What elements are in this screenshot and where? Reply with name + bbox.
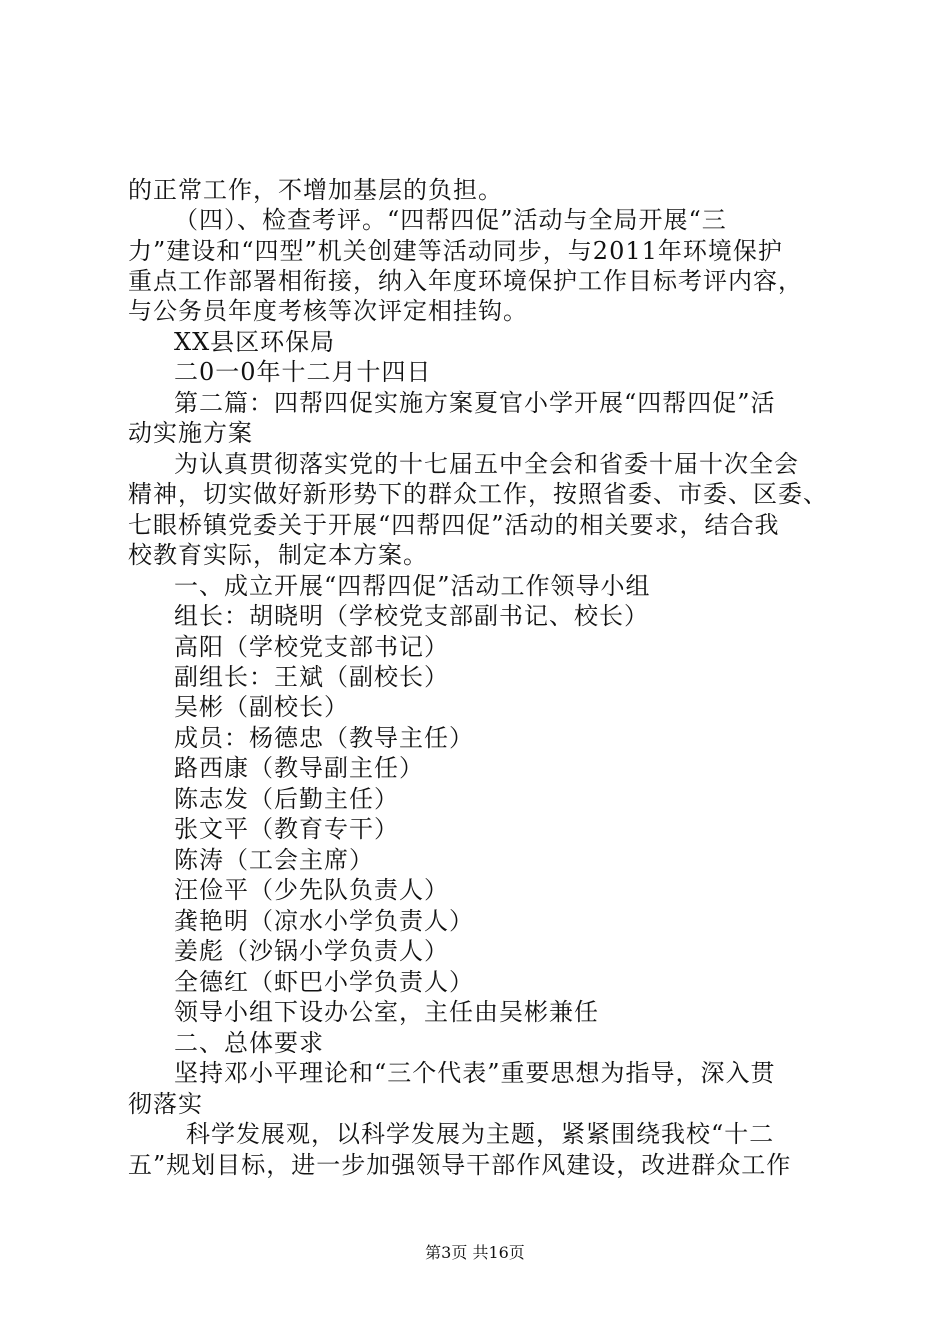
list-item: 姜彪（沙锅小学负责人）	[174, 937, 449, 965]
section-heading: 动实施方案	[128, 419, 253, 447]
section-heading: 第二篇：四帮四促实施方案夏官小学开展“四帮四促”活	[174, 389, 776, 417]
text-line: 精神，切实做好新形势下的群众工作，按照省委、市委、区委、	[128, 480, 828, 508]
text-line: 重点工作部署相衔接，纳入年度环境保护工作目标考评内容，	[128, 267, 803, 295]
text-line: 七眼桥镇党委关于开展“四帮四促”活动的相关要求，结合我	[128, 511, 780, 539]
list-item: 龚艳明（凉水小学负责人）	[174, 907, 474, 935]
text-line: （四）、检查考评。“四帮四促”活动与全局开展“三	[174, 206, 727, 234]
list-heading: 一、成立开展“四帮四促”活动工作领导小组	[174, 572, 651, 600]
list-heading: 二、总体要求	[174, 1029, 324, 1057]
text-line: 领导小组下设办公室，主任由吴彬兼任	[174, 998, 599, 1026]
text-line: 校教育实际，制定本方案。	[128, 541, 428, 569]
list-item: 陈涛（工会主席）	[174, 846, 374, 874]
list-item: 张文平（教育专干）	[174, 815, 399, 843]
text-line: 为认真贯彻落实党的十七届五中全会和省委十届十次全会	[174, 450, 799, 478]
list-item: 路西康（教导副主任）	[174, 754, 424, 782]
text-line: 与公务员年度考核等次评定相挂钩。	[128, 297, 528, 325]
list-item: 吴彬（副校长）	[174, 693, 349, 721]
text-line: 的正常工作，不增加基层的负担。	[128, 176, 503, 204]
signature-org: XX县区环保局	[174, 328, 336, 356]
text-line: 力”建设和“四型”机关创建等活动同步，与2011年环境保护	[128, 237, 783, 265]
list-item: 成员：杨德忠（教导主任）	[174, 724, 474, 752]
text-line: 彻落实	[128, 1090, 203, 1118]
list-item: 组长：胡晓明（学校党支部副书记、校长）	[174, 602, 649, 630]
text-line: 坚持邓小平理论和“三个代表”重要思想为指导，深入贯	[174, 1059, 776, 1087]
list-item: 高阳（学校党支部书记）	[174, 633, 449, 661]
list-item: 陈志发（后勤主任）	[174, 785, 399, 813]
text-line: 五”规划目标，进一步加强领导干部作风建设，改进群众工作	[128, 1151, 792, 1179]
list-item: 全德红（虾巴小学负责人）	[174, 968, 474, 996]
page-number: 第3页 共16页	[425, 1243, 525, 1262]
signature-date: 二0一0年十二月十四日	[174, 358, 432, 386]
text-line: 科学发展观，以科学发展为主题，紧紧围绕我校“十二	[186, 1120, 775, 1148]
list-item: 副组长：王斌（副校长）	[174, 663, 449, 691]
list-item: 汪俭平（少先队负责人）	[174, 876, 449, 904]
